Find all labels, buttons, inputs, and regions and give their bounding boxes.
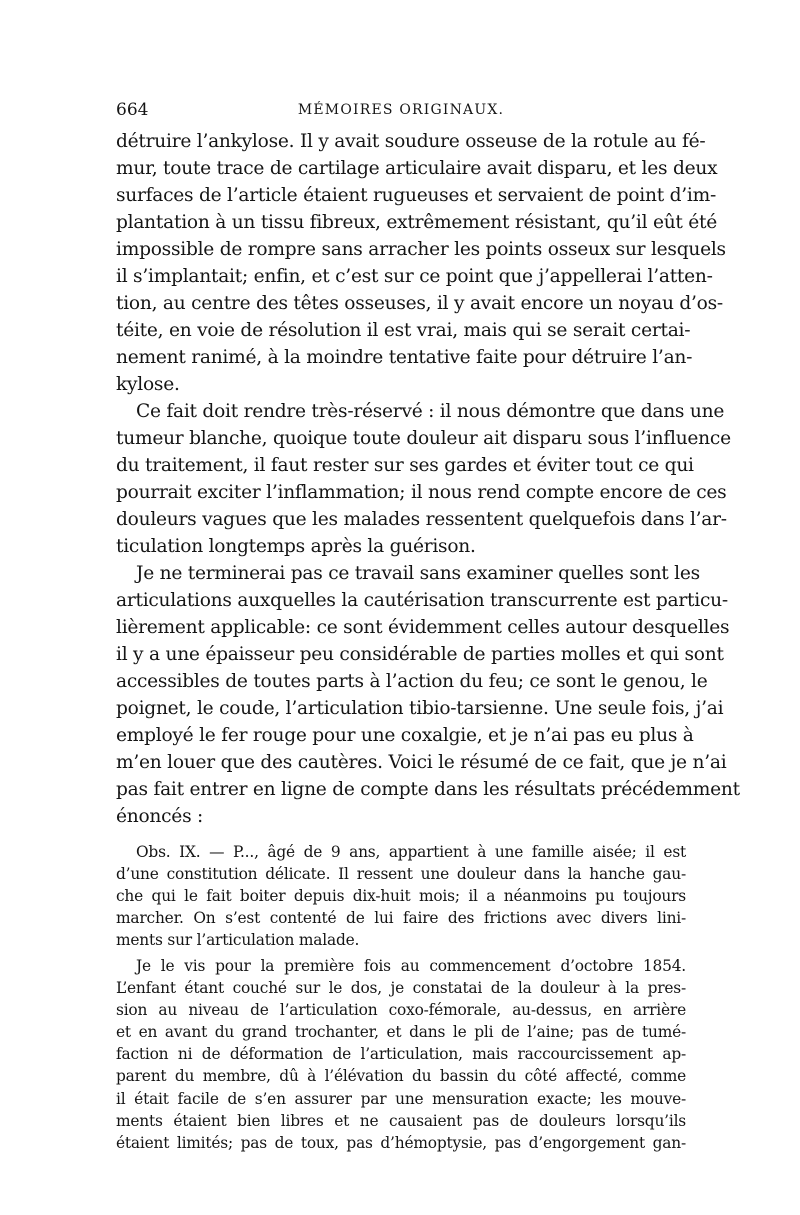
text-line: téite, en voie de résolution il est vrai, mais qui se serait certai- xyxy=(116,320,691,341)
text-line: d’une constitution délicate. Il ressent une douleur dans la hanche gau- xyxy=(116,865,686,884)
text-line: douleurs vagues que les malades ressentent quelquefois dans l’ar- xyxy=(116,509,727,530)
text-line: pas fait entrer en ligne de compte dans les résultats précédemment xyxy=(116,779,740,800)
text-line: marcher. On s’est contenté de lui faire des frictions avec divers lini- xyxy=(116,909,686,928)
text-line: plantation à un tissu fibreux, extrêmement résistant, qu’il eût été xyxy=(116,212,718,233)
text-line: faction ni de déformation de l’articulation, mais raccourcissement ap- xyxy=(116,1045,686,1064)
paragraph-reserve xyxy=(116,398,731,560)
page-header xyxy=(116,100,686,124)
text-line: il s’implantait; enfin, et c’est sur ce point que j’appellerai l’atten- xyxy=(116,266,713,287)
text-line: ticulation longtemps après la guérison. xyxy=(116,536,476,557)
paragraph-articulations xyxy=(116,560,740,830)
observation-ix xyxy=(116,841,686,951)
text-line: ments étaient bien libres et ne causaient pas de douleurs lorsqu’ils xyxy=(116,1111,686,1130)
text-line: du traitement, il faut rester sur ses gardes et éviter tout ce qui xyxy=(116,455,694,476)
text-line: il était facile de s’en assurer par une mensuration exacte; les mouve- xyxy=(116,1089,686,1108)
text-line: nement ranimé, à la moindre tentative faite pour détruire l’an- xyxy=(116,347,693,368)
text-line: tion, au centre des têtes osseuses, il y avait encore un noyau d’os- xyxy=(116,293,723,314)
text-line: Obs. IX. — P..., âgé de 9 ans, appartient à une famille aisée; il est xyxy=(136,843,686,861)
text-line: mur, toute trace de cartilage articulaire avait disparu, et les deux xyxy=(116,158,718,179)
text-line: ments sur l’articulation malade. xyxy=(116,931,360,950)
text-line: il y a une épaisseur peu considérable de parties molles et qui sont xyxy=(116,644,724,665)
text-line: lièrement applicable: ce sont évidemment celles autour desquelles xyxy=(116,617,730,638)
text-line: employé le fer rouge pour une coxalgie, et je n’ai pas eu plus à xyxy=(116,725,694,746)
text-line: accessibles de toutes parts à l’action du feu; ce sont le genou, le xyxy=(116,671,708,692)
text-line: et en avant du grand trochanter, et dans le pli de l’aine; pas de tumé- xyxy=(116,1023,686,1042)
text-line: kylose. xyxy=(116,374,180,395)
text-line: Je le vis pour la première fois au commencement d’octobre 1854. xyxy=(136,957,686,975)
text-line: impossible de rompre sans arracher les points osseux sur lesquels xyxy=(116,239,726,260)
text-line: poignet, le coude, l’articulation tibio-tarsienne. Une seule fois, j’ai xyxy=(116,698,724,719)
text-line: sion au niveau de l’articulation coxo-fémorale, au-dessus, en arrière xyxy=(116,1001,686,1020)
text-line: Je ne terminerai pas ce travail sans examiner quelles sont les xyxy=(136,563,700,584)
text-line: articulations auxquelles la cautérisation transcurrente est particu- xyxy=(116,590,728,611)
text-line: L’enfant étant couché sur le dos, je constatai de la douleur à la pres- xyxy=(116,979,686,998)
text-line: m’en louer que des cautères. Voici le résumé de ce fait, que je n’ai xyxy=(116,752,727,773)
text-line: Ce fait doit rendre très-réservé : il nous démontre que dans une xyxy=(136,401,725,422)
running-title: MÉMOIRES ORIGINAUX. xyxy=(297,102,505,118)
text-line: étaient limités; pas de toux, pas d’hémoptysie, pas d’engorgement gan- xyxy=(116,1133,686,1152)
text-line: tumeur blanche, quoique toute douleur ait disparu sous l’influence xyxy=(116,428,731,449)
text-line: énoncés : xyxy=(116,806,204,827)
text-line: che qui le fait boiter depuis dix-huit mois; il a néanmoins pu toujours xyxy=(116,887,686,906)
page-number: 664 xyxy=(116,100,149,120)
observation-ix-continued xyxy=(116,955,686,1154)
text-line: détruire l’ankylose. Il y avait soudure osseuse de la rotule au fé- xyxy=(116,131,706,152)
text-line: pourrait exciter l’inflammation; il nous rend compte encore de ces xyxy=(116,482,727,503)
text-line: surfaces de l’article étaient rugueuses et servaient de point d’im- xyxy=(116,185,717,206)
text-line: parent du membre, dû à l’élévation du bassin du côté affecté, comme xyxy=(116,1067,686,1086)
paragraph-ankylose xyxy=(116,128,726,398)
